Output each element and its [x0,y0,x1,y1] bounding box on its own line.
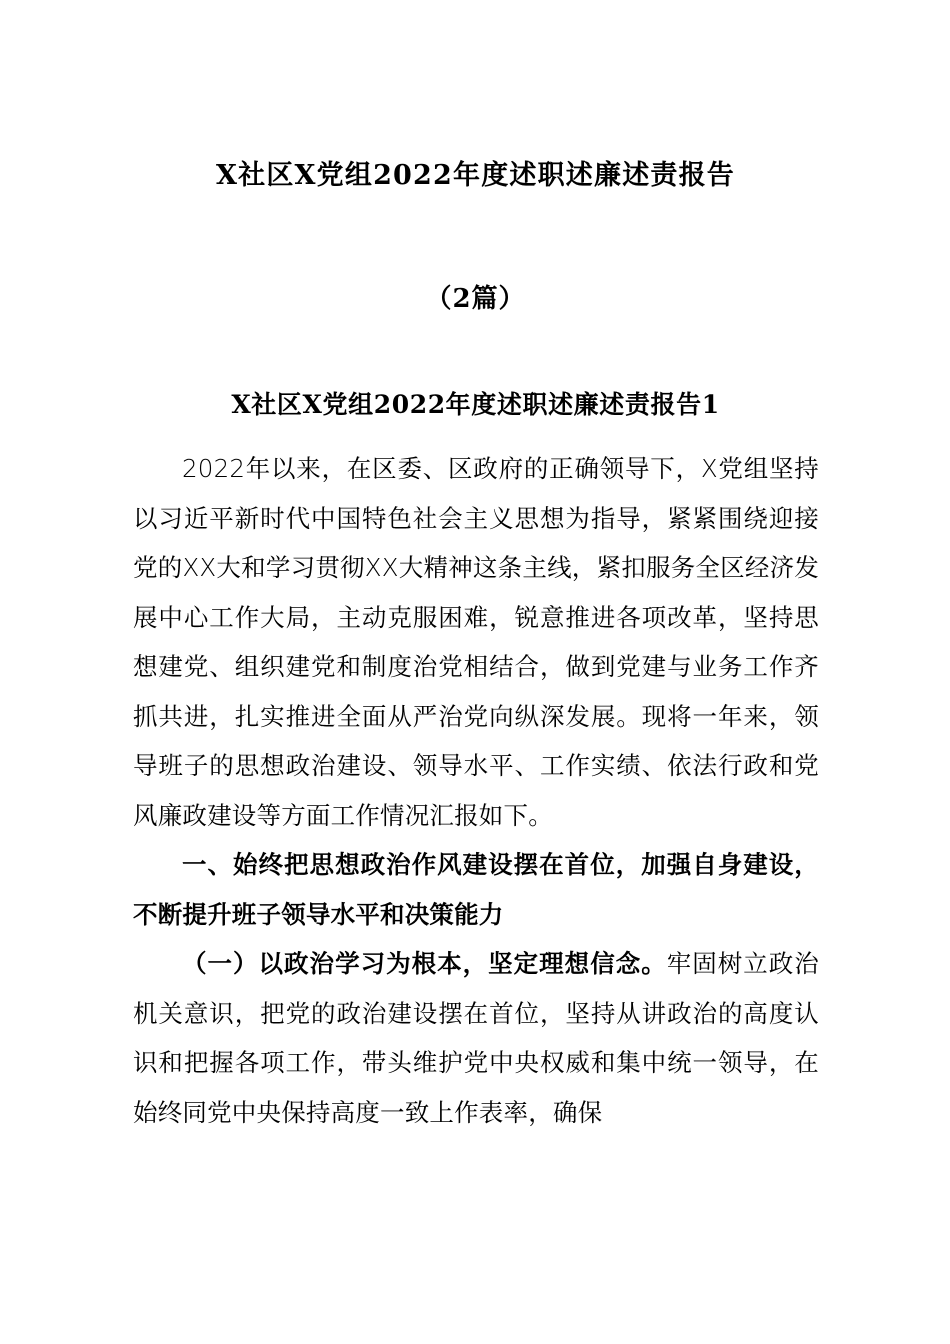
heading-section-one: 一、始终把思想政治作风建设摆在首位，加强自身建设，不断提升班子领导水平和决策能力 [133,850,819,929]
subsection-one-lead: （一）以政治学习为根本，坚定理想信念。 [182,949,667,978]
document-count-line: （2篇） [425,284,526,314]
section-title: X社区X党组2022年度述职述廉述责报告1 [231,390,720,419]
document-body [133,444,819,1137]
subsection-one-body: 牢固树立政治机关意识，把党的政治建设摆在首位，坚持从讲政治的高度认识和把握各项工作，带头维护党中央权威和集中统一领导，在始终同党中央保持高度一致上作表率，确保 [133,949,819,1127]
paragraph-intro: 2022年以来，在区委、区政府的正确领导下，X党组坚持以习近平新时代中国特色社会主义思想为指导，紧紧围绕迎接党的XX大和学习贯彻XX大精神这条主线，紧扣服务全区经济发展中心工作大局，主动克服困难，锐意推进各项改革，坚持思想建党、组织建党和制度治党相结合，做到党建与业务工作齐抓共进，扎实推进全面从严治党向纵深发展。现将一年来，领导班子的思想政治建设、领导水平、工作实绩、依法行政和党风廉政建设等方面工作情况汇报如下。 [133,454,819,830]
document-title: X社区X党组2022年度述职述廉述责报告 [215,160,736,191]
paragraph-subsection-one [133,939,819,1137]
